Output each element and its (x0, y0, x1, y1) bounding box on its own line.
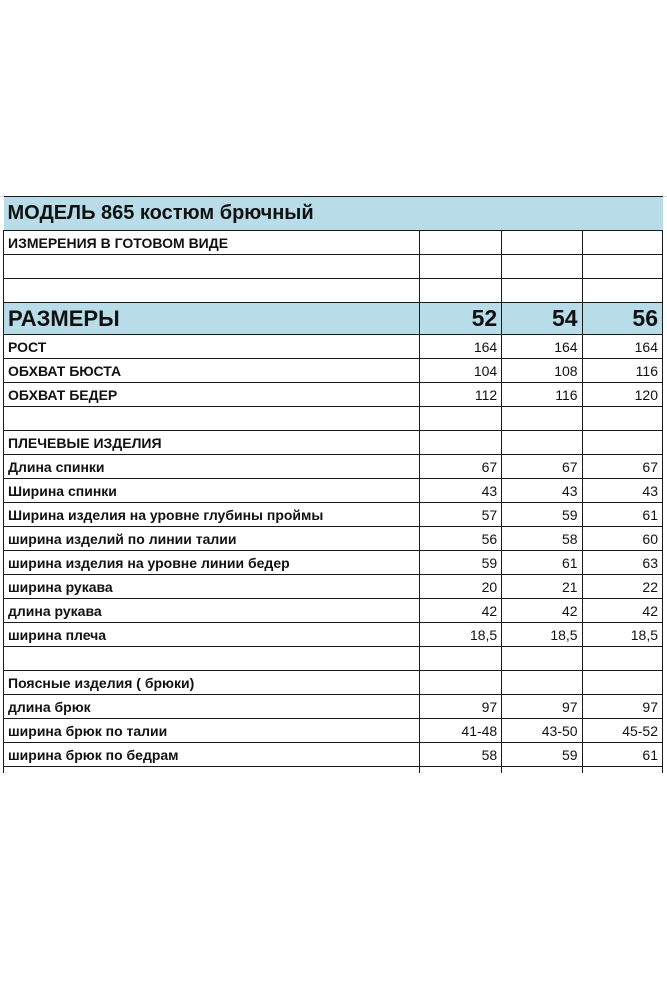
cell-value: 60 (582, 527, 662, 551)
table-row (4, 359, 663, 383)
size-chart-table (3, 196, 663, 773)
empty-row (4, 279, 663, 303)
cell-value: 59 (502, 743, 582, 767)
table-row (4, 743, 663, 767)
table-row (4, 503, 663, 527)
cell-value: 43 (502, 479, 582, 503)
row-label: ширина рукава (4, 575, 420, 599)
cell-value: 58 (419, 743, 501, 767)
cell-value: 63 (582, 551, 662, 575)
row-label: ОБХВАТ БЕДЕР (4, 383, 420, 407)
cell-value: 61 (502, 551, 582, 575)
table-row (4, 599, 663, 623)
table-row (4, 479, 663, 503)
cell-value: 61 (582, 743, 662, 767)
table-row (4, 551, 663, 575)
row-label: ОБХВАТ БЮСТА (4, 359, 420, 383)
cell-value: 57 (419, 503, 501, 527)
cell-value: 43 (582, 479, 662, 503)
cell-value: 18,5 (419, 623, 501, 647)
row-label: ширина изделия на уровне линии бедер (4, 551, 420, 575)
cell-value: 112 (419, 383, 501, 407)
row-label: длина брюк (4, 695, 420, 719)
row-label: ширина брюк по бедрам (4, 743, 420, 767)
cell-value: 67 (419, 455, 501, 479)
table-row (4, 455, 663, 479)
cell-value: 67 (502, 455, 582, 479)
table-row (4, 575, 663, 599)
table-row (4, 335, 663, 359)
cell-value: 18,5 (582, 623, 662, 647)
cell-value: 164 (582, 335, 662, 359)
cut-off-row (4, 767, 663, 774)
cell-value: 116 (502, 383, 582, 407)
empty-row (4, 255, 663, 279)
row-label: ширина брюк по талии (4, 719, 420, 743)
cell-value: 108 (502, 359, 582, 383)
cell-value: 97 (582, 695, 662, 719)
section-header-row (4, 431, 663, 455)
row-label: Ширина спинки (4, 479, 420, 503)
sizes-header-row (4, 303, 663, 335)
cell-value: 45-52 (582, 719, 662, 743)
empty-row (4, 407, 663, 431)
cell-value: 67 (582, 455, 662, 479)
section-header-row (4, 671, 663, 695)
table-row (4, 719, 663, 743)
cell-value: 43-50 (502, 719, 582, 743)
row-label: РОСТ (4, 335, 420, 359)
cell-value: 120 (582, 383, 662, 407)
table-row (4, 383, 663, 407)
size-header: 52 (419, 303, 501, 335)
cell-value: 59 (419, 551, 501, 575)
table-row (4, 527, 663, 551)
sizes-label: РАЗМЕРЫ (4, 303, 420, 335)
cell-value: 21 (502, 575, 582, 599)
title-row (4, 197, 663, 231)
row-label: длина рукава (4, 599, 420, 623)
cell-value: 97 (419, 695, 501, 719)
cell-value: 164 (419, 335, 501, 359)
section-title-shoulder: ПЛЕЧЕВЫЕ ИЗДЕЛИЯ (4, 431, 420, 455)
empty-row (4, 647, 663, 671)
cell-value: 41-48 (419, 719, 501, 743)
cell-value: 164 (502, 335, 582, 359)
cell-value: 61 (582, 503, 662, 527)
cell-value: 42 (419, 599, 501, 623)
section-title-waist: Поясные изделия ( брюки) (4, 671, 420, 695)
row-label: ширина плеча (4, 623, 420, 647)
row-label: Ширина изделия на уровне глубины проймы (4, 503, 420, 527)
cell-value: 42 (582, 599, 662, 623)
cell-value: 18,5 (502, 623, 582, 647)
size-header: 56 (582, 303, 662, 335)
cell-value: 43 (419, 479, 501, 503)
row-label: Длина спинки (4, 455, 420, 479)
cell-value: 42 (502, 599, 582, 623)
measurements-subtitle: ИЗМЕРЕНИЯ В ГОТОВОМ ВИДЕ (4, 231, 420, 255)
cell-value: 116 (582, 359, 662, 383)
cell-value: 56 (419, 527, 501, 551)
model-title: МОДЕЛЬ 865 костюм брючный (4, 197, 663, 231)
cell-value: 20 (419, 575, 501, 599)
cell-value: 58 (502, 527, 582, 551)
cell-value: 59 (502, 503, 582, 527)
size-chart-sheet (0, 196, 667, 773)
subtitle-row (4, 231, 663, 255)
cell-value: 22 (582, 575, 662, 599)
table-row (4, 623, 663, 647)
cell-value: 97 (502, 695, 582, 719)
table-row (4, 695, 663, 719)
cell-value: 104 (419, 359, 501, 383)
row-label: ширина изделий по линии талии (4, 527, 420, 551)
size-header: 54 (502, 303, 582, 335)
